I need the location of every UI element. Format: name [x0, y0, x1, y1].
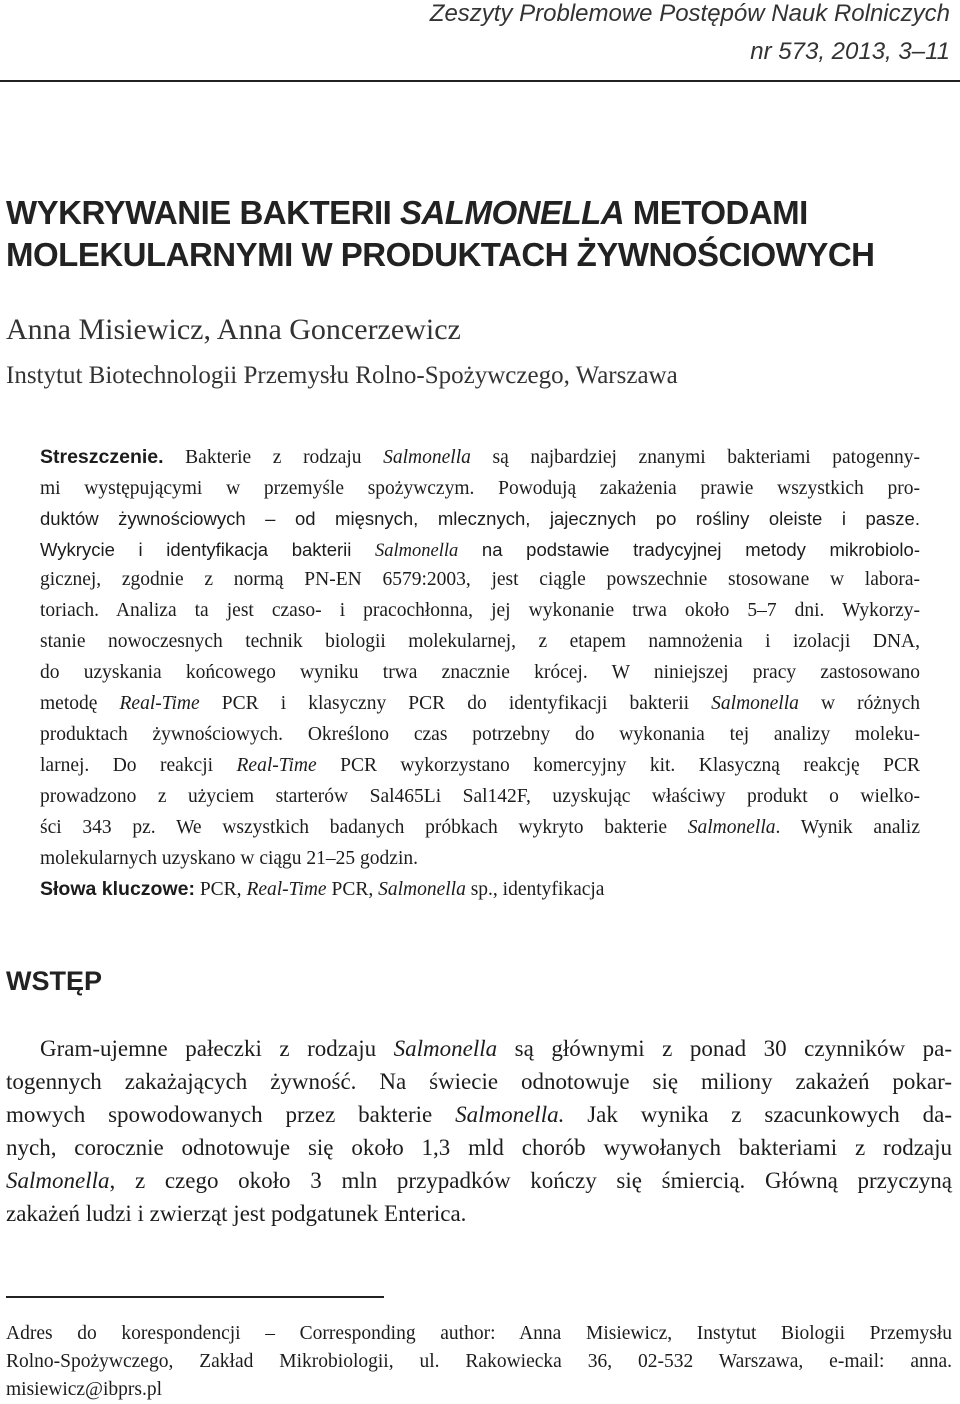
affiliation: Instytut Biotechnologii Przemysłu Rolno-Spożywczego, Warszawa — [6, 362, 678, 389]
body-line: zakażeń ludzi i zwierząt jest podgatunek Enterica. — [6, 1201, 467, 1226]
abstract-line: Wykrycie i identyfikacja bakterii Salmonella na podstawie tradycyjnej metody mikrobiolo- — [40, 539, 920, 561]
paper-title-line-2: MOLEKULARNYMI W PRODUKTACH ŻYWNOŚCIOWYCH — [6, 236, 875, 273]
abstract-line: do uzyskania końcowego wyniku trwa znacznie krócej. W niniejszej pracy zastosowano — [40, 662, 920, 683]
authors: Anna Misiewicz, Anna Goncerzewicz — [6, 313, 461, 346]
abstract-line: metodę Real-Time PCR i klasyczny PCR do identyfikacji bakterii Salmonella w różnych — [40, 693, 920, 714]
header-rule — [0, 80, 960, 82]
abstract-line: larnej. Do reakcji Real-Time PCR wykorzystano komercyjny kit. Klasyczną reakcję PCR — [40, 755, 921, 776]
footnote-email: misiewicz@ibprs.pl — [6, 1379, 163, 1400]
section-heading: WSTĘP — [6, 966, 103, 996]
paper-title-line-1: WYKRYWANIE BAKTERII SALMONELLA METODAMI — [6, 194, 808, 231]
abstract-line: toriach. Analiza ta jest czaso- i pracochłonna, jej wykonanie trwa około 5–7 dni. Wykorzy- — [40, 600, 920, 621]
abstract-line: duktów żywnościowych – od mięsnych, mlecznych, jajecznych po rośliny oleiste i pasze. — [40, 508, 920, 529]
abstract-line: prowadzono z użyciem starterów Sal465Li Sal142F, uzyskując właściwy produkt o wielko- — [40, 786, 920, 807]
body-line: Salmonella, z czego około 3 mln przypadków kończy się śmiercią. Główną przyczyną — [6, 1168, 952, 1193]
body-line: Gram-ujemne pałeczki z rodzaju Salmonella są głównymi z ponad 30 czynników pa- — [40, 1036, 952, 1061]
body-line: mowych spowodowanych przez bakterie Salmonella. Jak wynika z szacunkowych da- — [6, 1102, 952, 1127]
keywords-label: Słowa kluczowe: — [40, 878, 195, 900]
abstract-line: stanie nowoczesnych technik biologii molekularnej, z etapem namnożenia i izolacji DNA, — [40, 631, 920, 652]
body-line: nych, corocznie odnotowuje się około 1,3 mld chorób wywołanych bakteriami z rodzaju — [6, 1135, 952, 1160]
abstract-line: produktach żywnościowych. Określono czas potrzebny do wykonania tej analizy moleku- — [40, 724, 920, 745]
footnote-line: Adres do korespondencji – Corresponding author: Anna Misiewicz, Instytut Biologii Przemysłu — [6, 1323, 952, 1344]
abstract-line: mi występującymi w przemyśle spożywczym. Powodują zakażenia prawie wszystkich pro- — [40, 478, 920, 499]
abstract-line: molekularnych uzyskano w ciągu 21–25 godzin. — [40, 848, 418, 869]
body-line: togennych zakażających żywność. Na świecie odnotowuje się miliony zakażeń pokar- — [6, 1069, 952, 1094]
abstract-line: ści 343 pz. We wszystkich badanych próbkach wykryto bakterie Salmonella. Wynik analiz — [40, 817, 920, 838]
footnote-line: Rolno-Spożywczego, Zakład Mikrobiologii, ul. Rakowiecka 36, 02-532 Warszawa, e-mail: anna. — [6, 1351, 952, 1372]
keywords: Słowa kluczowe: PCR, Real-Time PCR, Salmonella sp., identyfikacja — [40, 878, 605, 900]
abstract-line: Streszczenie. Bakterie z rodzaju Salmonella są najbardziej znanymi bakteriami patogenny- — [40, 446, 920, 468]
footnote-rule — [6, 1296, 384, 1298]
journal-issue: nr 573, 2013, 3–11 — [750, 38, 950, 65]
abstract-line: gicznej, zgodnie z normą PN-EN 6579:2003, jest ciągle powszechnie stosowane w labora- — [40, 569, 920, 590]
journal-name: Zeszyty Problemowe Postępów Nauk Rolniczych — [429, 0, 950, 27]
abstract-label: Streszczenie. — [40, 446, 164, 468]
